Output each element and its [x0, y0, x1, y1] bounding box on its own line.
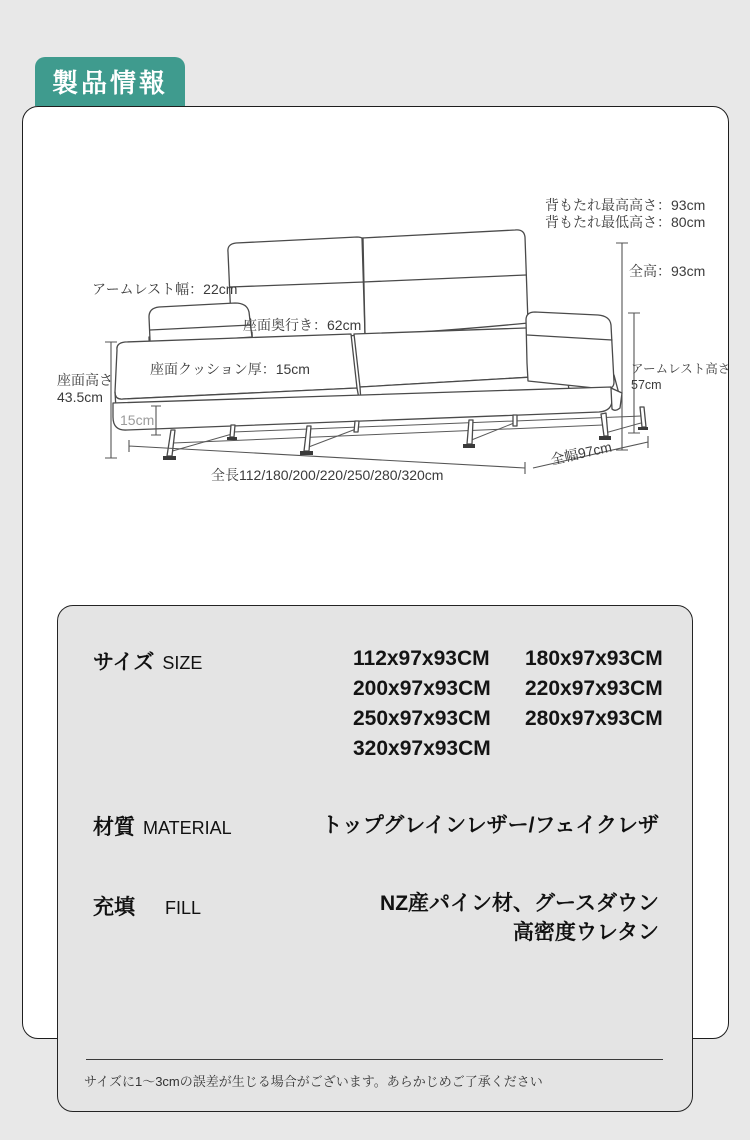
material-label-jp: 材質: [93, 816, 135, 839]
size-value: 200x97x93CM: [353, 677, 491, 700]
size-value: 112x97x93CM: [353, 647, 490, 670]
size-row: [353, 674, 661, 704]
material-label: [93, 811, 232, 841]
size-value: 250x97x93CM: [353, 707, 491, 730]
label-total-height: 全高：93cm: [629, 263, 706, 279]
page-title-badge: [35, 57, 185, 106]
label-backrest-min: 背もたれ最低高さ：80cm: [545, 214, 706, 230]
label-total-width: 全幅97cm: [549, 438, 614, 468]
sofa-line-drawing: [55, 185, 705, 505]
material-value: トップグレインレザー/フェイクレザ: [321, 814, 659, 837]
size-row: [353, 704, 661, 734]
label-backrest-heights: [545, 197, 705, 231]
label-cushion-thickness: 座面クッション厚：15cm: [150, 361, 310, 377]
label-seat-height-value: 43.5cm: [57, 389, 103, 405]
note-divider: [86, 1059, 663, 1060]
material-label-en: MATERIAL: [143, 818, 232, 838]
page-title: 製品情報: [51, 68, 168, 98]
right-armrest: [526, 312, 619, 394]
size-row: [353, 644, 661, 674]
size-label: [93, 646, 202, 676]
fill-value-line2: 高密度ウレタン: [512, 921, 659, 944]
label-seat-height: [57, 372, 113, 406]
size-value: 180x97x93CM: [525, 647, 663, 670]
size-row: [353, 734, 661, 764]
size-value: 320x97x93CM: [353, 737, 491, 760]
label-leg-height: 15cm: [120, 412, 155, 428]
size-value: 280x97x93CM: [525, 707, 663, 730]
label-total-length: 全長112/180/200/220/250/280/320cm: [211, 467, 444, 483]
fill-value-line1: NZ産パイン材、グースダウン: [380, 892, 659, 915]
label-backrest-max: 背もたれ最高高さ：93cm: [545, 197, 706, 213]
label-seat-depth: 座面奥行き：62cm: [243, 317, 362, 333]
fill-label: [93, 891, 201, 921]
spec-panel: [57, 605, 693, 1112]
label-armrest-height: [631, 361, 730, 393]
label-armrest-height-value: 57cm: [631, 378, 662, 392]
fill-label-en: FILL: [165, 898, 202, 918]
size-values: [353, 644, 661, 764]
label-seat-height-text: 座面高さ: [57, 372, 113, 388]
label-armrest-height-text: アームレスト高さ: [631, 362, 731, 376]
size-label-jp: サイズ: [93, 651, 155, 674]
fill-label-jp: 充填: [93, 896, 135, 919]
fill-value: [380, 889, 659, 947]
size-label-en: SIZE: [162, 653, 203, 673]
size-tolerance-note: サイズに1～3cmの誤差が生じる場合がございます。あらかじめご了承ください: [84, 1074, 543, 1089]
size-value: 220x97x93CM: [525, 677, 663, 700]
label-armrest-width: アームレスト幅：22cm: [92, 281, 238, 297]
